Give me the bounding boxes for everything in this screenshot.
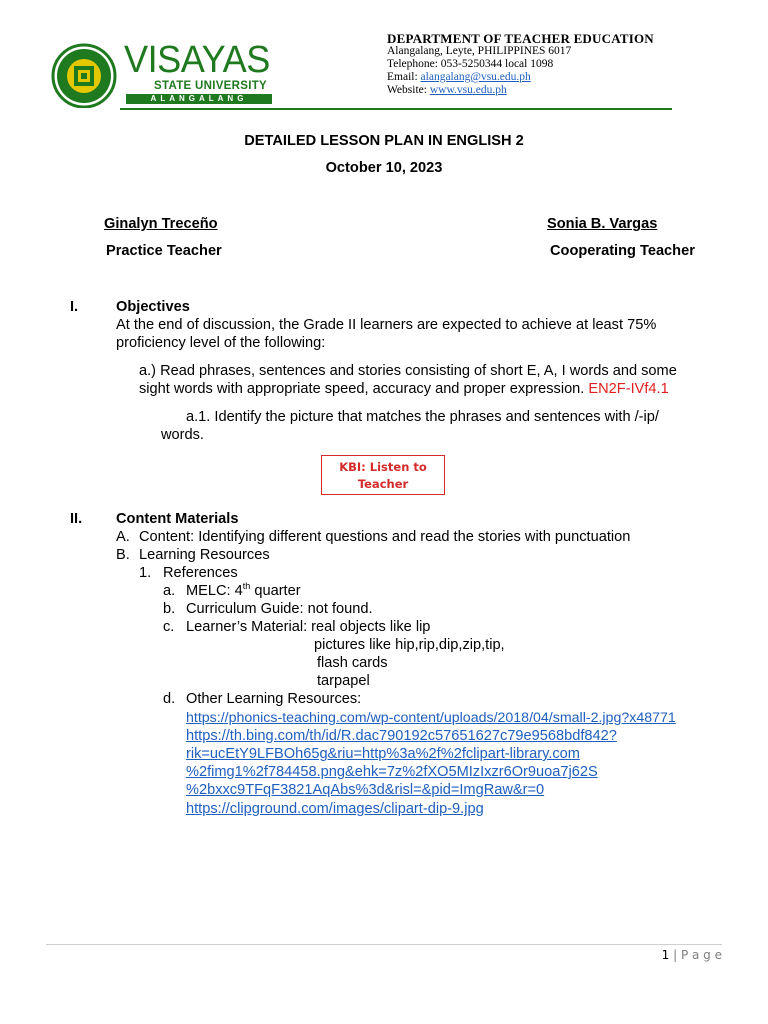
melc-label: a. xyxy=(163,583,176,599)
document-date: October 10, 2023 xyxy=(325,160,443,176)
references-text: References xyxy=(163,565,238,581)
kbi-line1: KBI: Listen to xyxy=(339,460,427,474)
university-name: VISAYAS xyxy=(124,39,270,81)
melc-text: MELC: 4 xyxy=(186,583,243,599)
practice-teacher-role: Practice Teacher xyxy=(106,243,222,259)
department-email xyxy=(387,71,531,84)
department-name: DEPARTMENT OF TEACHER EDUCATION xyxy=(387,31,654,46)
section-heading-objectives: Objectives xyxy=(116,299,190,315)
objectives-intro-line1: At the end of discussion, the Grade II learners are expected to achieve at least 75% xyxy=(116,317,657,333)
content-a-text: Content: Identifying different questions and read the stories with punctuation xyxy=(139,529,631,545)
email-link[interactable]: alangalang@vsu.edu.ph xyxy=(420,71,531,83)
section-numeral-objectives: I. xyxy=(70,299,79,315)
olr-text: Other Learning Resources: xyxy=(186,691,362,707)
objectives-intro-line2: proficiency level of the following: xyxy=(116,335,326,351)
website-link[interactable]: www.vsu.edu.ph xyxy=(429,84,507,96)
email-label: Email: xyxy=(387,71,421,83)
page-footer xyxy=(662,948,722,962)
objective-a1-line1: a.1. Identify the picture that matches the phrases and sentences with /-ip/ xyxy=(186,409,659,425)
objective-a-text: sight words with appropriate speed, accuracy and proper expression. xyxy=(139,381,589,397)
website-label: Website: xyxy=(387,84,430,96)
objective-a-line1: a.) Read phrases, sentences and stories consisting of short E, A, I words and some xyxy=(139,363,677,379)
document-title: DETAILED LESSON PLAN IN ENGLISH 2 xyxy=(244,133,524,149)
department-telephone: Telephone: 053-5250344 local 1098 xyxy=(387,58,554,70)
bing-url-line2[interactable]: rik=ucEtY9LFBOh65g&riu=http%3a%2f%2fclipart-library.com xyxy=(186,746,580,762)
objective-a1-line2: words. xyxy=(161,427,204,443)
cg-text: Curriculum Guide: not found. xyxy=(186,601,373,617)
lm-line2: pictures like hip,rip,dip,zip,tip, xyxy=(314,637,505,653)
content-a-label: A. xyxy=(116,529,130,545)
content-b-label: B. xyxy=(116,547,130,563)
olr-label: d. xyxy=(163,691,176,707)
lm-line3: flash cards xyxy=(317,655,388,671)
footer-divider xyxy=(46,944,722,945)
lm-text: Learner’s Material: real objects like lip xyxy=(186,619,431,635)
bing-url-line3[interactable]: %2fimg1%2f784458.png&ehk=7z%2fXO5MIzIxzr6Or9uoa7j62S xyxy=(186,764,598,780)
kbi-callout-box xyxy=(321,455,445,495)
page-number: 1 xyxy=(661,948,670,962)
department-website xyxy=(387,84,507,97)
references-label: 1. xyxy=(139,565,152,581)
objective-a-line2 xyxy=(139,380,669,398)
university-logo xyxy=(50,39,280,108)
bing-url-line4[interactable]: %2bxxc9TFqF3821AqAbs%3d&risl=&pid=ImgRaw&r=0 xyxy=(186,782,545,798)
resource-link-clipground[interactable]: https://clipground.com/images/clipart-dip-9.jpg xyxy=(186,801,484,817)
resource-link-bing[interactable] xyxy=(186,727,617,799)
competency-code: EN2F-IVf4.1 xyxy=(588,381,669,397)
campus-banner xyxy=(126,94,272,104)
section-numeral-content: II. xyxy=(70,511,83,527)
content-b-text: Learning Resources xyxy=(139,547,270,563)
header-divider xyxy=(120,108,672,110)
department-address: Alangalang, Leyte, PHILIPPINES 6017 xyxy=(387,45,572,57)
cooperating-teacher-role: Cooperating Teacher xyxy=(550,243,695,259)
page-word: P a g e xyxy=(680,948,722,962)
melc-item xyxy=(186,582,301,600)
campus-name: ALANGALANG xyxy=(150,94,248,103)
page-separator: | xyxy=(673,948,678,962)
lm-line4: tarpapel xyxy=(317,673,370,689)
cg-label: b. xyxy=(163,601,176,617)
melc-quarter: quarter xyxy=(250,583,301,599)
kbi-line2: Teacher xyxy=(357,477,409,491)
melc-superscript: th xyxy=(242,581,251,592)
practice-teacher-name: Ginalyn Treceño xyxy=(104,216,218,232)
cooperating-teacher-name: Sonia B. Vargas xyxy=(547,216,658,232)
section-heading-content: Content Materials xyxy=(116,511,239,527)
bing-url-line1[interactable]: https://th.bing.com/th/id/R.dac790192c57651627c79e9568bdf842? xyxy=(186,728,617,744)
university-subtitle: STATE UNIVERSITY xyxy=(154,80,267,92)
resource-link-phonics[interactable]: https://phonics-teaching.com/wp-content/uploads/2018/04/small-2.jpg?x48771 xyxy=(186,710,676,726)
lm-label: c. xyxy=(163,619,175,635)
